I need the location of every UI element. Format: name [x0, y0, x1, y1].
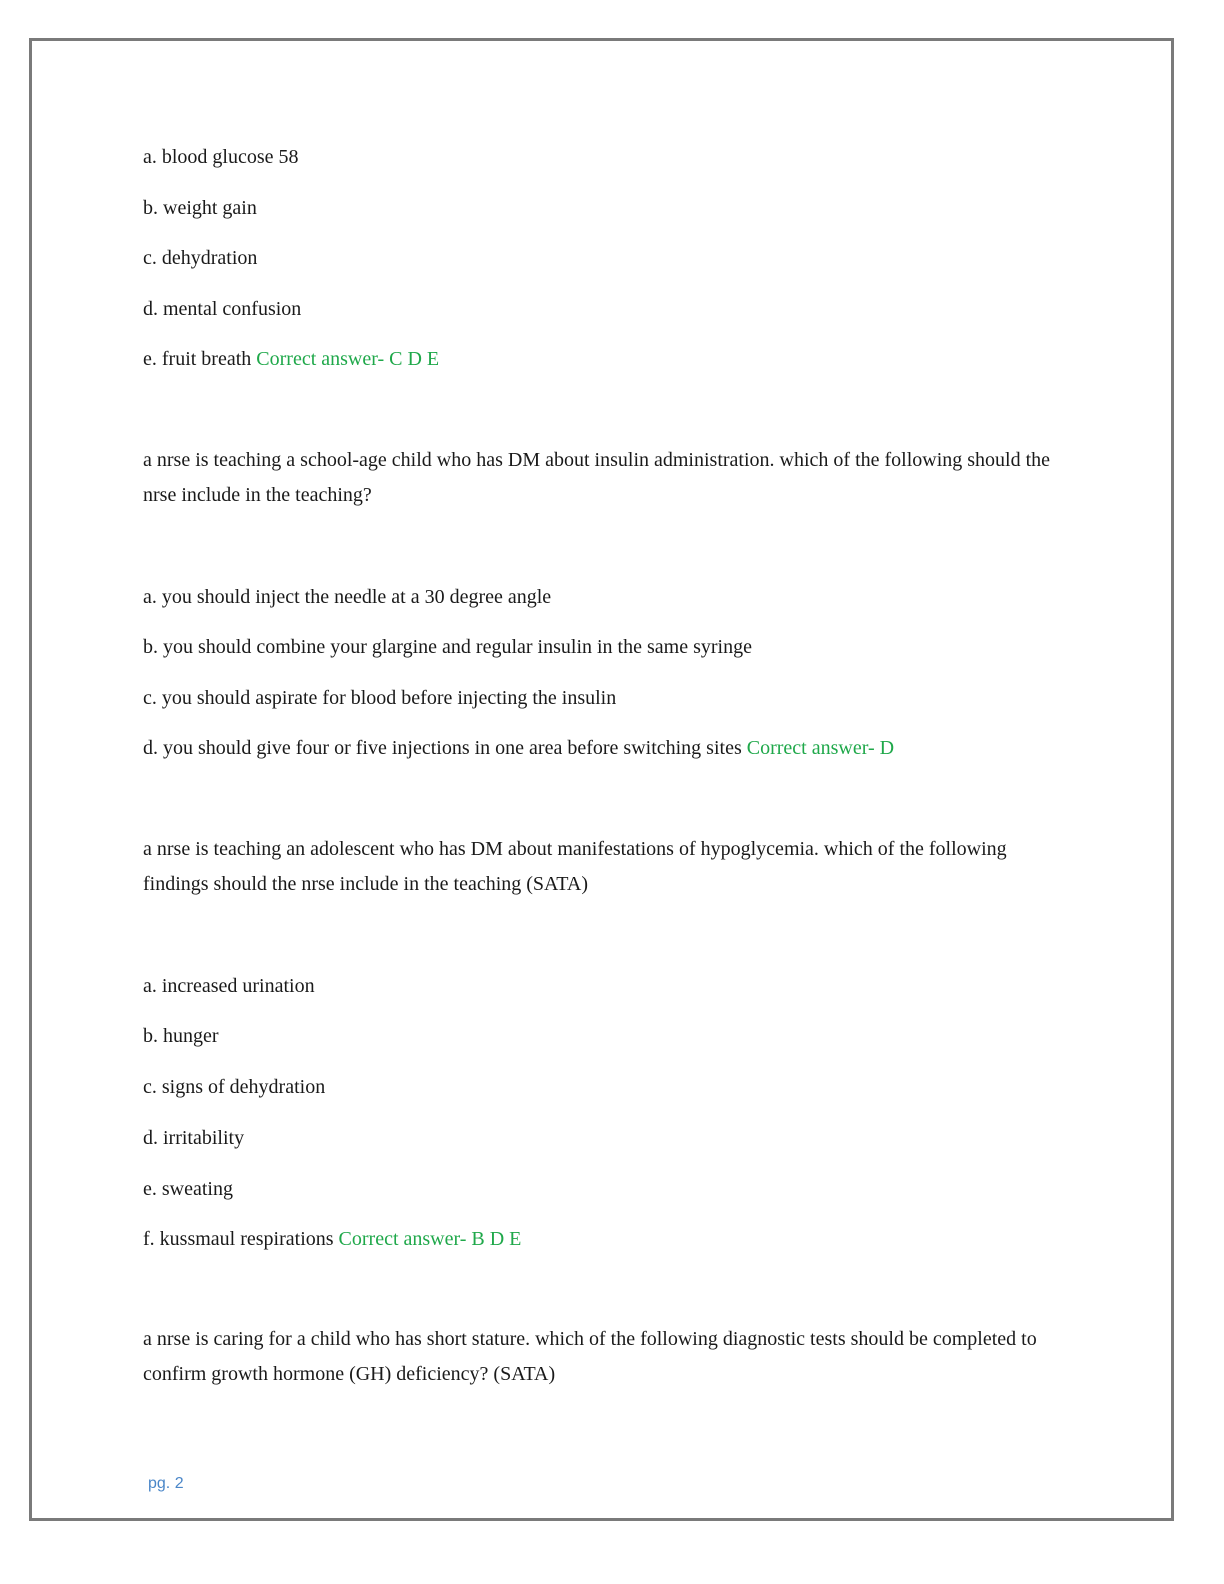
option-line: c. dehydration	[143, 247, 258, 269]
option-line: d. irritability	[143, 1127, 245, 1149]
option-line: a. increased urination	[143, 975, 315, 997]
correct-answer: Correct answer- C D E	[256, 348, 440, 370]
option-line	[143, 1227, 521, 1251]
correct-answer: Correct answer- B D E	[338, 1228, 522, 1250]
option-line: a. blood glucose 58	[143, 146, 299, 168]
question-text: a nrse is teaching an adolescent who has DM about manifestations of hypoglycemia. which of the following findings should the nrse include in the teaching (SATA)	[143, 838, 1007, 895]
question-text: a nrse is teaching a school-age child who has DM about insulin administration. which of the following should the nrse include in the teaching?	[143, 449, 1051, 506]
page-number: pg. 2	[148, 1475, 184, 1492]
option-line: c. signs of dehydration	[143, 1076, 326, 1098]
option-line: b. you should combine your glargine and regular insulin in the same syringe	[143, 636, 752, 658]
option-line: e. sweating	[143, 1178, 233, 1200]
option-text: f. kussmaul respirations	[143, 1228, 334, 1250]
option-line: d. mental confusion	[143, 298, 302, 320]
option-text: e. fruit breath	[143, 348, 252, 370]
option-line: b. hunger	[143, 1025, 219, 1047]
correct-answer: Correct answer- D	[746, 737, 895, 759]
option-line: c. you should aspirate for blood before injecting the insulin	[143, 687, 617, 709]
option-line: b. weight gain	[143, 197, 257, 219]
option-line: a. you should inject the needle at a 30 degree angle	[143, 586, 552, 608]
option-line	[143, 736, 894, 760]
question-text: a nrse is caring for a child who has short stature. which of the following diagnostic tests should be completed to confirm growth hormone (GH) deficiency? (SATA)	[143, 1328, 1037, 1385]
option-text: d. you should give four or five injections in one area before switching sites	[143, 737, 742, 759]
option-line	[143, 347, 439, 371]
